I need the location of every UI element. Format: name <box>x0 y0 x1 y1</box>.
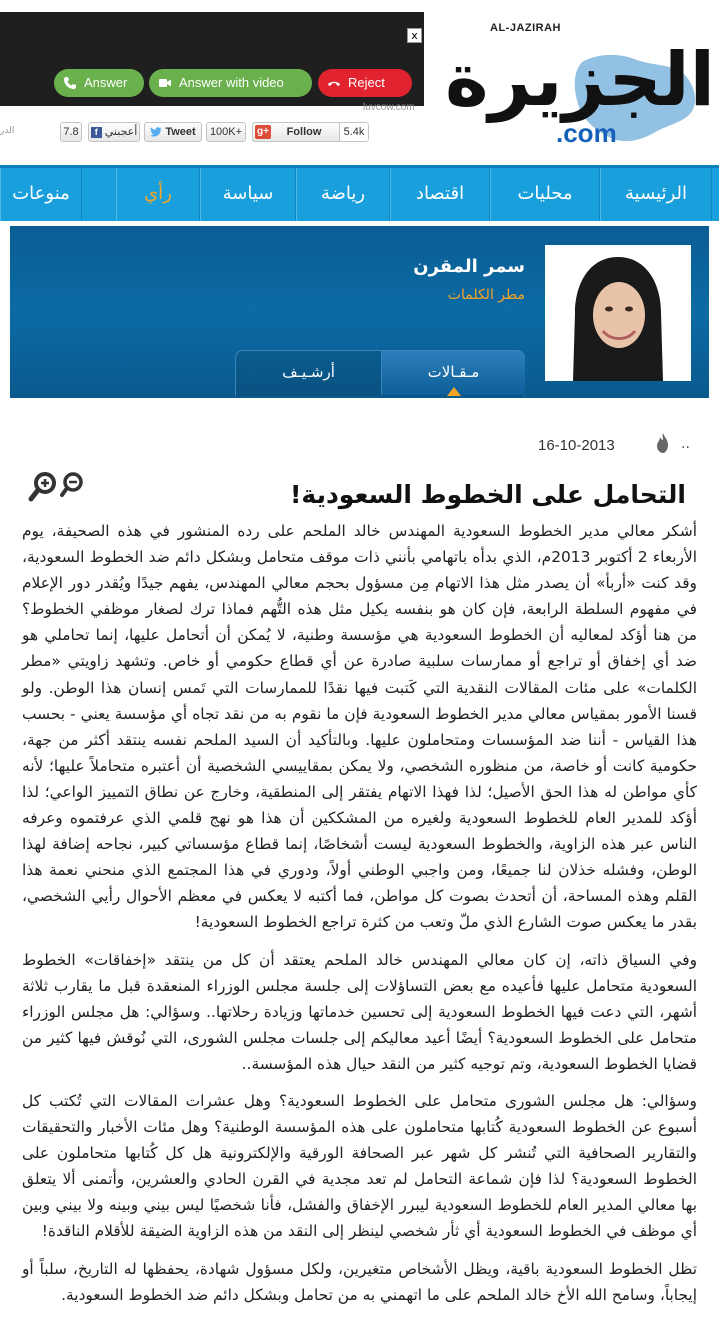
nav-item-misc[interactable]: منوعات <box>0 168 82 221</box>
nav-item-home[interactable]: الرئيسية <box>600 168 712 221</box>
google-plus-follow-label: Follow <box>286 126 322 138</box>
article-paragraph: وسؤالي: هل مجلس الشورى متحامل على الخطوط السعودية؟ وهل عشرات المقالات التي تُكتب كل أسبوع عن الخطوط السعودية كُتابها متحاملون على هذه المؤسسة الوطنية؟ وهل مئات الأخبار والتحقيقات والتقارير الصحافية التي تُنشر كل شهر عبر الصحافة الورقية والإلكترونية هل كل كُتابها متحاملون على الخطوط السعودية؟ لذا فإن شماعة التحامل لم تعد مجدية في القرن الحادي والعشرين، وأتمنى ألا يتعلق بها معالي المدير العام للخطوط السعودية ليبرر الإخفاق والفشل، فأنا شخصيًا ليس بيني وبينه ولا بيني وبين أي موظف في الخطوط السعودية أي ثأر شخصي لينظر إلى النقد من هذه الزاوية الضيقة للأقلام الناقدة! <box>22 1091 697 1241</box>
nav-item-economy[interactable]: اقتصاد <box>390 168 490 221</box>
nav-item-sports[interactable]: رياضة <box>296 168 390 221</box>
phone-icon <box>63 76 77 90</box>
logo-dotcom-text: .com <box>556 118 617 148</box>
logo-english-text: AL-JAZIRAH <box>490 22 561 34</box>
nav-item-opinion[interactable]: رأي <box>116 168 200 221</box>
google-plus-icon: g+ <box>255 125 271 139</box>
facebook-like-count: 7.8 <box>60 122 82 142</box>
active-tab-indicator <box>447 387 461 396</box>
zoom-out-icon[interactable] <box>60 470 86 500</box>
author-column-name: مطر الكلمات <box>447 287 525 303</box>
tab-archive[interactable]: أرشـيـف <box>282 363 335 381</box>
reject-button[interactable] <box>318 69 412 97</box>
nav-item-local[interactable]: محليات <box>490 168 600 221</box>
tweet-button[interactable] <box>144 122 202 142</box>
article-paragraph: أشكر معالي مدير الخطوط السعودية المهندس خالد الملحم على رده المنشور في هذه الصحيفة، يوم الأربعاء 2 أكتوبر 2013م، الذي بدأه باتهامي بأنني ذات موقف متحامل وبشكل دائم ضد الخطوط السعودية، وقد كنت «أربأ» أن يصدر مثل هذا الاتهام مِن مسؤول بحجم معالي المهندس، يفهم جيدًا ويُقدر دور الإعلام في مفهوم السلطة الرابعة، فإن كان هو بنفسه يكيل مثل هذه التُّهم فماذا ترك لصغار موظفي الخطوط؟ من هنا أؤكد لمعاليه أن الخطوط السعودية هي مؤسسة وطنية، لا يُمكن أن أتحامل عليها، إنما تحاملي هو ضد أي إخفاق أو تراجع أو ممارسات سلبية صادرة عن أي قطاع حكومي أو خاص. وتشهد زاويتي «مطر الكلمات» على مئات المقالات النقدية التي كَتبت فيها نقدًا للممارسات التي تَمس إنسان هذا الوطن. ولو قسنا الأمور بمقياس معالي مدير الخطوط السعودية فإن ما نقوم به من نقد تجاه أي مؤسسة يعني - بحسب هذا القياس - أننا ضد المؤسسات ومتحاملون عليها. وبالتأكيد أن السيد الملحم نفسه ينتقد أكثر من جهة، حكومية كانت أو خاصة، من منظوره الشخصي، ولا يمكن بمقاييسي الشخصية أن أعتبره متحاملاً عليها؛ لأنه كأي مواطن له هذا الحق الأصيل؛ لذا فهذا الاتهام يفتقر إلى المنطقية، وخارج عن نطاق التمييز الواعي؛ لذا أؤكد للمدير العام للخطوط السعودية ولغيره من المشككين أن هذا هو نهج قلمي الذي عرفتموه وعرفه الناس عبر هذه الزاوية، والخطوط السعودية ليست أشخاصًا، إنما قطاع مؤسساتي كبير، نجاحه إضافة لهذا الوطن، وفشله خذلان لنا جميعًا، ومن واجبي الوطني أولاً، ودوري في هذا المجتمع الذي منحني نعمة هذا القلم وهذه المساحة، أن أتحدث بصوت كل مواطن، فما أكتبه لا يعكس في معظم الأحوال رأيي الشخصي، بقدر ما يعكس صوت الشارع الذي ملّ وتعب من كثرة تراجع الخطوط السعودية! <box>22 522 698 932</box>
hang-up-icon <box>327 76 341 90</box>
answer-with-video-label: Answer with video <box>179 75 284 90</box>
facebook-like-button[interactable] <box>88 122 140 142</box>
reject-label: Reject <box>348 75 385 90</box>
google-plus-follow-button[interactable] <box>252 122 342 142</box>
author-name[interactable]: سمر المقرن <box>413 256 525 277</box>
facebook-icon: f <box>91 127 102 138</box>
article-title: التحامل على الخطوط السعودية! <box>290 480 686 509</box>
answer-button[interactable] <box>54 69 144 97</box>
video-camera-icon <box>158 76 172 90</box>
meta-dots: .. <box>681 436 690 452</box>
flame-icon <box>655 432 671 454</box>
tab-articles[interactable]: مـقـالات <box>381 351 525 395</box>
close-popup-button[interactable]: x <box>407 28 422 43</box>
article-paragraph: وفي السياق ذاته، إن كان معالي المهندس خالد الملحم يعتقد أن كل من ينتقد «إخفاقات» الخطوط السعودية متحامل عليها فأعيده مع بعض التساؤلات إلى جلسة مجلس الوزراء المنعقدة قبل ما يقارب ثلاثة أشهر، التي دعت فيها الخطوط السعودية إلى تحسين خدماتها وزيادة رحلاتها.. وسؤالي: هل مجلس الوزراء متحامل على الخطوط السعودية؟ أيضًا أعيد معاليكم إلى جلسات مجلس الشورى، التي نُوقش فيها كثير من قضايا الخطوط السعودية، وتم توجيه كثير من النقد حيال هذه المؤسسة.. <box>22 950 697 1073</box>
author-header <box>10 226 709 398</box>
article-date: 16-10-2013 <box>538 437 615 454</box>
incoming-call-popup <box>0 12 424 113</box>
zoom-in-icon[interactable] <box>28 470 58 504</box>
author-photo <box>545 245 691 381</box>
tweet-label: Tweet <box>165 126 196 138</box>
cropped-side-text: الدر <box>0 126 15 136</box>
nav-item-politics[interactable]: سياسة <box>200 168 296 221</box>
author-tabs <box>235 350 525 396</box>
facebook-like-label: أعجبني <box>104 126 138 138</box>
main-navigation <box>0 165 719 221</box>
answer-with-video-button[interactable] <box>149 69 312 97</box>
google-plus-count: 5.4k <box>339 122 369 142</box>
article-paragraph: تظل الخطوط السعودية باقية، ويظل الأشخاص متغيرين، ولكل مسؤول شهادة، يحفظها له التاريخ، سلباً أو إيجاباً، وسامح الله الأخ خالد الملحم على ما اتهمني به من تحامل وبشكل دائم ضد الخطوط السعودية. <box>22 1259 697 1304</box>
twitter-bird-icon <box>150 127 162 137</box>
plus-count-badge: 100K+ <box>206 122 246 142</box>
answer-label: Answer <box>84 75 128 90</box>
popup-brand-text: luvcow.com <box>363 102 415 113</box>
article-body <box>22 518 697 1319</box>
logo-arabic-text: الجزيرة <box>445 37 716 123</box>
